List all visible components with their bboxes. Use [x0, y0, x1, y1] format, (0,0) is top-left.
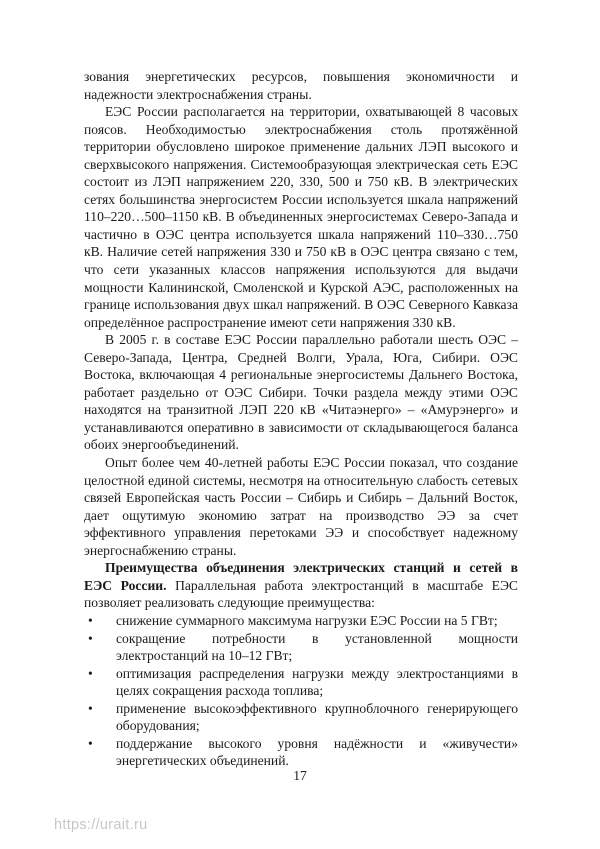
page-body [84, 68, 518, 770]
bullet-icon: • [88, 630, 93, 646]
paragraph-2005: В 2005 г. в составе ЕЭС России параллельно работали шесть ОЭС – Северо-Запада, Центра, Средней Волги, Урала, Юга, Сибири. ОЭС Востока, включающая 4 региональные энергосистемы Дальнего Востока, работает раздельно от ОЭС Сибири. Точки раздела между этими ОЭС находятся на транзитной ЛЭП 220 кВ «Читаэнерго» – «Амурэнерго» и устанавливаются оперативно в зависимости от складывающегося баланса обоих энергообъединений. [84, 332, 518, 453]
paragraph-intro-continuation: зования энергетических ресурсов, повышения экономичности и надежности электроснабжения страны. [84, 69, 518, 102]
list-item [84, 630, 518, 665]
list-item [84, 735, 518, 770]
paragraph-experience: Опыт более чем 40-летней работы ЕЭС России показал, что создание целостной единой системы, несмотря на относительную слабость сетевых связей Европейская часть России – Сибирь и Сибирь – Дальний Восток, дает ощутимую экономию затрат на производство ЭЭ за счет эффективного управления перетоками ЭЭ и способствует надежному энергоснабжению страны. [84, 455, 518, 558]
list-item-text: применение высокоэффективного крупноблочного генерирующего оборудования; [116, 700, 518, 734]
bullet-icon: • [88, 735, 93, 751]
advantages-list [84, 612, 518, 770]
paragraph-advantages [84, 559, 518, 612]
paragraph-territory: ЕЭС России располагается на территории, охватывающей 8 часовых поясов. Необходимостью электроснабжения столь протяжённой территории обусловлено широкое применение дальних ЛЭП высокого и сверхвысокого напряжения. Системообразующая электрическая сеть ЕЭС состоит из ЛЭП напряжением 220, 330, 500 и 750 кВ. В электрических сетях большинства энергосистем России используется шкала напряжений 110–220…500–1150 кВ. В объединенных энергосистемах Северо-Запада и частично в ОЭС центра используется шкала напряжений 110–330…750 кВ. Наличие сетей напряжения 330 и 750 кВ в ОЭС центра связано с тем, что сети указанных классов напряжения используются для выдачи мощности Калининской, Смоленской и Курской АЭС, расположенных на границе использования двух шкал напряжений. В ОЭС Северного Кавказа определённое распространение имеют сети напряжения 330 кВ. [84, 104, 518, 330]
page-number: 17 [293, 768, 307, 783]
list-item [84, 700, 518, 735]
list-item-text: снижение суммарного максимума нагрузки ЕЭС России на 5 ГВт; [116, 612, 498, 628]
bullet-icon: • [88, 665, 93, 681]
advantages-intro: Параллельная работа электростанций в масштабе ЕЭС позволяет реализовать следующие преимущества: [84, 577, 518, 611]
list-item [84, 612, 518, 630]
advantages-heading: Преимущества объединения электрических станций и сетей в ЕЭС России. [84, 560, 518, 593]
list-item [84, 665, 518, 700]
list-item-text: поддержание высокого уровня надёжности и «живучести» энергетических объединений. [116, 735, 518, 769]
bullet-icon: • [88, 612, 93, 628]
list-item-text: оптимизация распределения нагрузки между электростанциями в целях сокращения расхода топлива; [116, 665, 518, 699]
bullet-icon: • [88, 700, 93, 716]
list-item-text: сокращение потребности в установленной мощности электростанций на 10–12 ГВт; [116, 630, 518, 664]
source-url-watermark: https://urait.ru [54, 817, 148, 833]
